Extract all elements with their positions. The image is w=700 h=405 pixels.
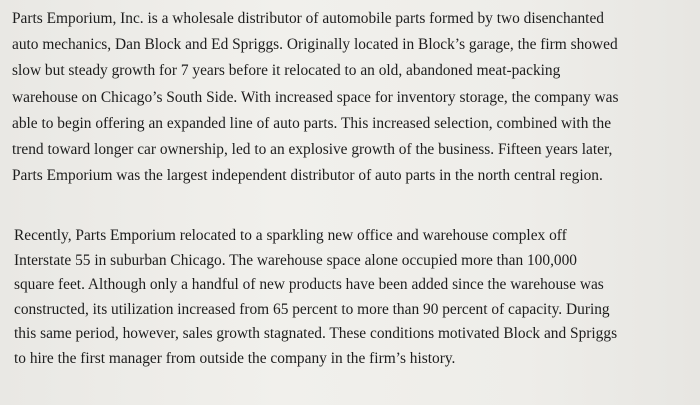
text-line: warehouse on Chicago’s South Side. With increased space for inventory storage, the company was (12, 88, 619, 106)
text-line: auto mechanics, Dan Block and Ed Spriggs. Originally located in Block’s garage, the firm showed (12, 36, 618, 54)
text-line: to hire the first manager from outside the company in the firm’s history. (14, 349, 456, 367)
text-line: trend toward longer car ownership, led to an explosive growth of the business. Fifteen years later, (12, 141, 613, 159)
paragraph-recent-developments (14, 224, 617, 372)
paragraph-company-history (12, 6, 618, 189)
text-line: slow but steady growth for 7 years before it relocated to an old, abandoned meat-packing (12, 62, 561, 80)
text-line: constructed, its utilization increased from 65 percent to more than 90 percent of capacity. During (14, 300, 610, 318)
text-line: able to begin offering an expanded line of auto parts. This increased selection, combined with the (12, 114, 612, 132)
text-line: Recently, Parts Emporium relocated to a sparkling new office and warehouse complex off (14, 227, 567, 244)
text-line: Interstate 55 in suburban Chicago. The warehouse space alone occupied more than 100,000 (14, 251, 578, 269)
text-line: this same period, however, sales growth stagnated. These conditions motivated Block and Spriggs (14, 325, 618, 343)
text-line: square feet. Although only a handful of new products have been added since the warehouse was (14, 276, 604, 294)
text-line: Parts Emporium, Inc. is a wholesale distributor of automobile parts formed by two disenchanted (12, 10, 604, 27)
text-line: Parts Emporium was the largest independent distributor of auto parts in the north central region. (12, 167, 603, 185)
